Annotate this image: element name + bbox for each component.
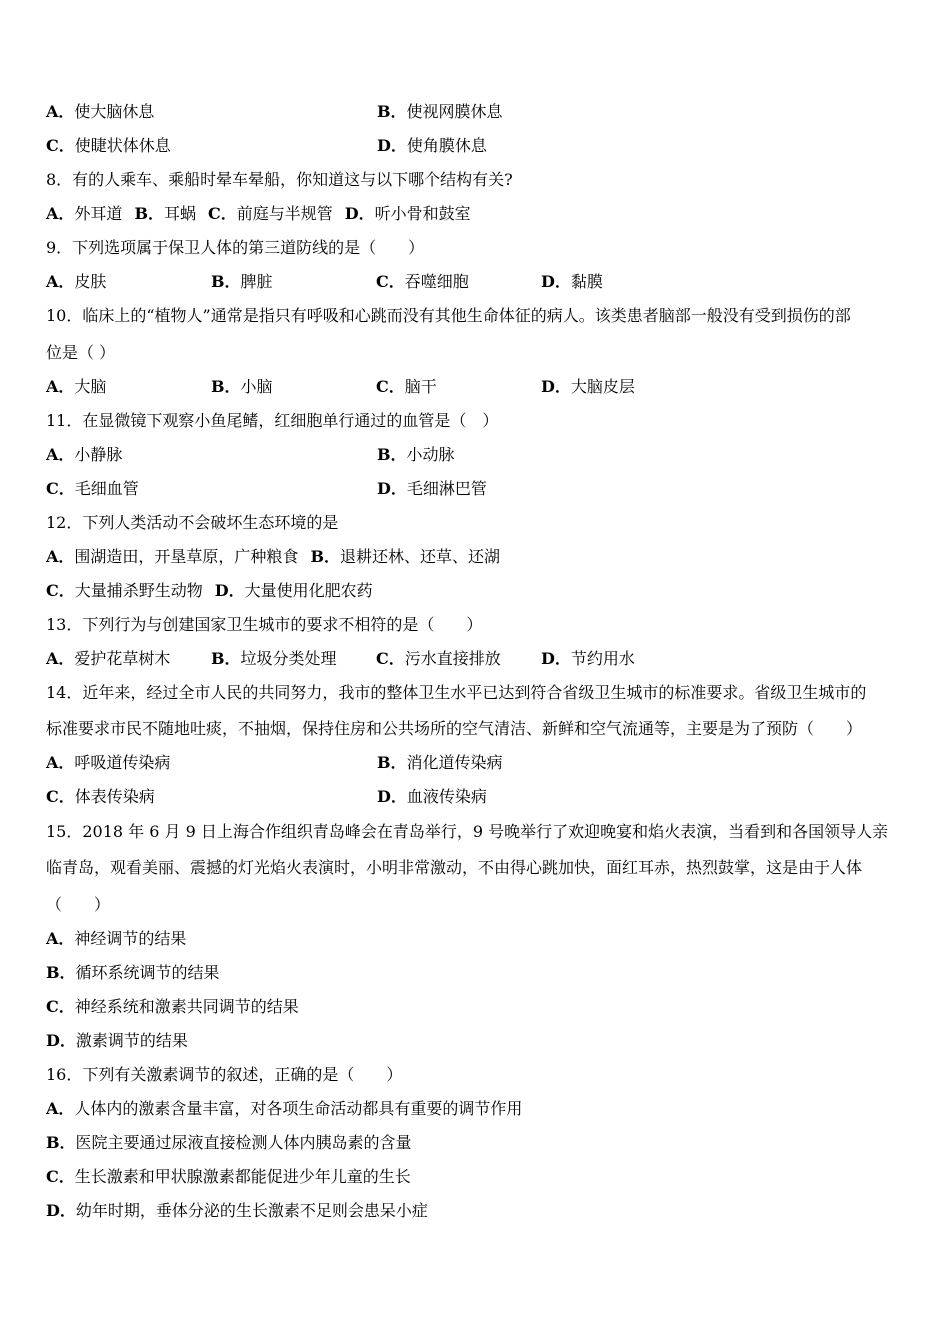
- q11-option-b: B．小动脉: [377, 445, 455, 464]
- q12-options-ab: A．围湖造田，开垦草原，广种粮食 B．退耕还林、还草、还湖: [46, 547, 500, 566]
- q15-option-b: B．循环系统调节的结果: [46, 963, 220, 982]
- q11-option-d: D．毛细淋巴管: [377, 479, 487, 498]
- q10-option-a: A．大脑: [46, 377, 107, 396]
- q16-stem: 16．下列有关激素调节的叙述，正确的是（ ）: [46, 1065, 403, 1084]
- q9-option-a: A．皮肤: [46, 272, 107, 291]
- q7-option-b: B．使视网膜休息: [377, 102, 503, 121]
- q10-stem-line1: 10．临床上的“植物人”通常是指只有呼吸和心跳而没有其他生命体征的病人。该类患者脑部一般没有受到损伤的部: [46, 306, 851, 325]
- q12-stem: 12．下列人类活动不会破坏生态环境的是: [46, 513, 339, 532]
- q14-option-a: A．呼吸道传染病: [46, 753, 171, 772]
- q13-stem: 13．下列行为与创建国家卫生城市的要求不相符的是（ ）: [46, 615, 483, 634]
- q13-option-b: B．垃圾分类处理: [211, 649, 337, 668]
- q13-option-d: D．节约用水: [541, 649, 635, 668]
- q9-options: [46, 272, 706, 292]
- q10-option-c: C．脑干: [376, 377, 437, 396]
- q13-option-a: A．爱护花草树木: [46, 649, 171, 668]
- q15-option-c: C．神经系统和激素共同调节的结果: [46, 997, 299, 1016]
- q9-option-d: D．黏膜: [541, 272, 603, 291]
- q12-options-cd: C．大量捕杀野生动物 D．大量使用化肥农药: [46, 581, 373, 600]
- q11-stem: 11．在显微镜下观察小鱼尾鳍，红细胞单行通过的血管是（ ）: [46, 411, 499, 430]
- q10-option-b: B．小脑: [211, 377, 273, 396]
- q16-option-a: A．人体内的激素含量丰富，对各项生命活动都具有重要的调节作用: [46, 1099, 523, 1118]
- q15-stem-line3: （ ）: [46, 895, 111, 914]
- q13-options: [46, 649, 706, 669]
- q7-option-c: C．使睫状体休息: [46, 136, 171, 155]
- q14-stem-line2: 标准要求市民不随地吐痰，不抽烟，保持住房和公共场所的空气清洁、新鲜和空气流通等，主要是为了预防（ ）: [46, 719, 863, 738]
- q14-option-d: D．血液传染病: [377, 787, 487, 806]
- q16-option-d: D．幼年时期，垂体分泌的生长激素不足则会患呆小症: [46, 1201, 428, 1220]
- q14-stem-line1: 14．近年来，经过全市人民的共同努力，我市的整体卫生水平已达到符合省级卫生城市的标准要求。省级卫生城市的: [46, 683, 867, 702]
- q7-option-a: A．使大脑休息: [46, 102, 155, 121]
- q9-stem: 9．下列选项属于保卫人体的第三道防线的是（ ）: [46, 238, 425, 257]
- q15-stem-line2: 临青岛，观看美丽、震撼的灯光焰火表演时，小明非常激动，不由得心跳加快，面红耳赤，热烈鼓掌，这是由于人体: [46, 858, 863, 877]
- q14-option-c: C．体表传染病: [46, 787, 155, 806]
- q10-options: [46, 377, 706, 397]
- q7-option-d: D．使角膜休息: [377, 136, 487, 155]
- q15-stem-line1: 15．2018 年 6 月 9 日上海合作组织青岛峰会在青岛举行，9 号晚举行了欢迎晚宴和焰火表演，当看到和各国领导人亲: [46, 822, 889, 841]
- q9-option-b: B．脾脏: [211, 272, 273, 291]
- q11-option-c: C．毛细血管: [46, 479, 139, 498]
- q10-stem-line2: 位是（ ）: [46, 343, 116, 362]
- q15-option-d: D．激素调节的结果: [46, 1031, 188, 1050]
- q9-option-c: C．吞噬细胞: [376, 272, 469, 291]
- q10-option-d: D．大脑皮层: [541, 377, 635, 396]
- q8-stem: 8．有的人乘车、乘船时晕车晕船，你知道这与以下哪个结构有关?: [46, 170, 513, 189]
- q8-options: A．外耳道 B．耳蜗 C．前庭与半规管 D．听小骨和鼓室: [46, 204, 471, 223]
- q13-option-c: C．污水直接排放: [376, 649, 501, 668]
- q11-option-a: A．小静脉: [46, 445, 123, 464]
- q15-option-a: A．神经调节的结果: [46, 929, 187, 948]
- q16-option-c: C．生长激素和甲状腺激素都能促进少年儿童的生长: [46, 1167, 411, 1186]
- q14-option-b: B．消化道传染病: [377, 753, 503, 772]
- q16-option-b: B．医院主要通过尿液直接检测人体内胰岛素的含量: [46, 1133, 412, 1152]
